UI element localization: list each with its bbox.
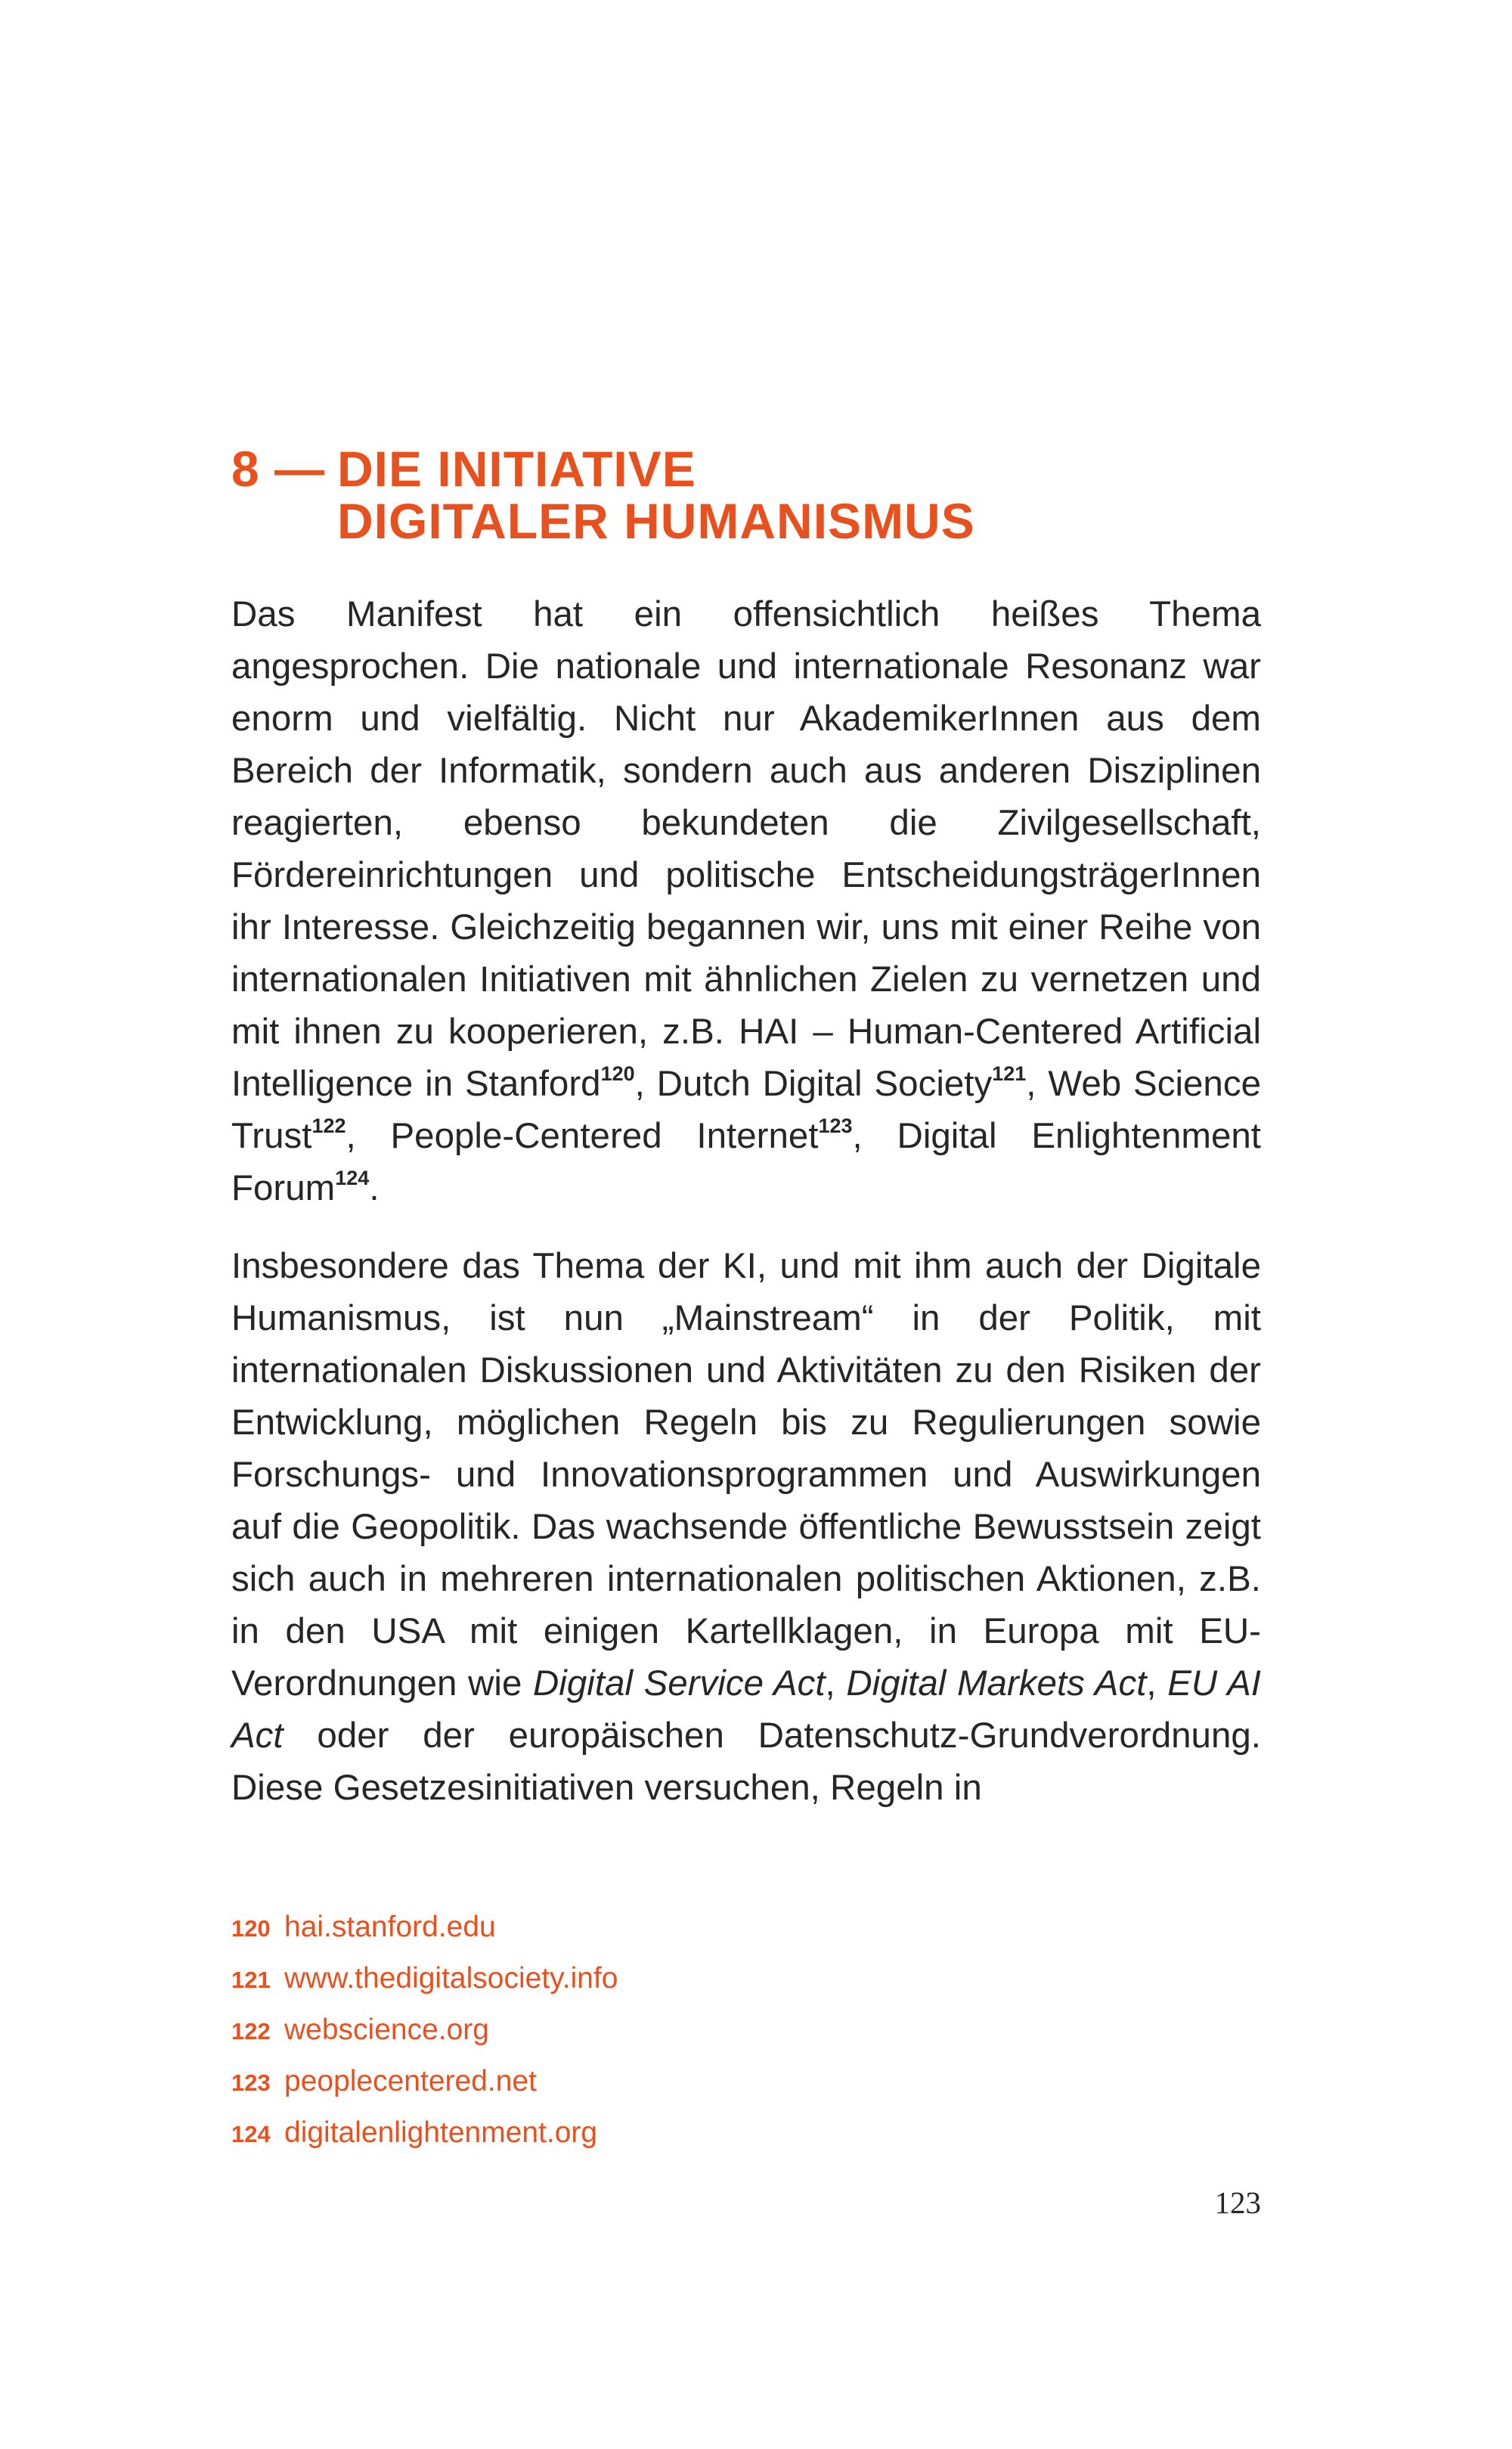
footnote-link[interactable]: www.thedigitalsociety.info <box>284 1962 618 1995</box>
footnote-link[interactable]: webscience.org <box>284 2013 489 2046</box>
footnote-item <box>231 2011 618 2063</box>
chapter-number: 8 — <box>231 441 326 497</box>
paragraph-2 <box>231 1240 1261 1814</box>
paragraph-2-text: , <box>1146 1663 1168 1703</box>
paragraph-2-text: oder der europäischen Datenschutz-Grundverordnung. Diese Gesetzesinitiativen versuchen, Regeln in <box>231 1716 1261 1808</box>
footnote-item <box>231 2063 618 2114</box>
chapter-title <box>231 443 975 547</box>
footnotes-list <box>231 1908 618 2165</box>
footnote-ref-123: 123 <box>818 1114 853 1137</box>
paragraph-1-text: , Dutch Digital Society <box>634 1064 993 1104</box>
footnote-ref-122: 122 <box>311 1114 346 1137</box>
act-name-ai-act: EU AI Act <box>231 1663 1261 1756</box>
chapter-title-line1: DIE INITIATIVE <box>337 441 696 497</box>
act-name-dsa: Digital Service Act <box>533 1663 826 1703</box>
paragraph-1-text: , Web Science Trust <box>231 1064 1262 1156</box>
paragraph-1-text: Das Manifest hat ein offensichtlich heißes Thema angesprochen. Die nationale und internationale Resonanz war enorm und vielfältig. Nicht nur AkademikerInnen aus dem Bereich der Informatik, sondern auch aus anderen Disziplinen reagierten, ebenso bekundeten die Zivilgesellschaft, Fördereinrichtungen und politische EntscheidungsträgerInnen ihr Interesse. Gleichzeitig begannen wir, uns mit einer Reihe von internationalen Initiativen mit ähnlichen Zielen zu vernetzen und mit ihnen zu kooperieren, z.B. HAI – Human-Centered Artificial Intelligence in Stanford <box>231 594 1261 1104</box>
footnote-number: 121 <box>231 1967 271 1993</box>
footnote-ref-121: 121 <box>992 1062 1027 1085</box>
footnote-number: 124 <box>231 2121 271 2147</box>
footnote-item <box>231 2114 618 2165</box>
paragraph-1 <box>231 588 1261 1214</box>
page-number: 123 <box>1214 2185 1261 2220</box>
footnote-link[interactable]: digitalenlightenment.org <box>284 2116 598 2149</box>
paragraph-1-text: , Digital Enlightenment Forum <box>231 1116 1261 1208</box>
footnote-item <box>231 1908 618 1960</box>
footnote-ref-120: 120 <box>600 1062 635 1085</box>
chapter-title-line2: DIGITALER HUMANISMUS <box>337 493 975 549</box>
footnote-link[interactable]: hai.stanford.edu <box>284 1911 496 1943</box>
paragraph-1-text: , People-Centered Internet <box>345 1116 819 1156</box>
footnote-ref-124: 124 <box>335 1167 370 1189</box>
paragraph-2-text: Insbesondere das Thema der KI, und mit ihm auch der Digitale Humanismus, ist nun „Mainstream“ in der Politik, mit internationalen Diskussionen und Aktivitäten zu den Risiken der Entwicklung, möglichen Regeln bis zu Regulierungen sowie Forschungs- und Innovationsprogrammen und Auswirkungen auf die Geopolitik. Das wachsende öffentliche Bewusstsein zeigt sich auch in mehreren internationalen politischen Aktionen, z.B. in den USA mit einigen Kartellklagen, in Europa mit EU-Verordnungen wie <box>231 1246 1261 1703</box>
footnote-number: 120 <box>231 1915 271 1942</box>
footnote-number: 122 <box>231 2018 271 2044</box>
paragraph-1-text: . <box>369 1168 380 1208</box>
footnote-link[interactable]: peoplecentered.net <box>284 2065 537 2097</box>
footnote-item <box>231 1960 618 2011</box>
act-name-dma: Digital Markets Act <box>846 1663 1147 1703</box>
footnote-number: 123 <box>231 2069 271 2096</box>
paragraph-2-text: , <box>825 1663 847 1703</box>
